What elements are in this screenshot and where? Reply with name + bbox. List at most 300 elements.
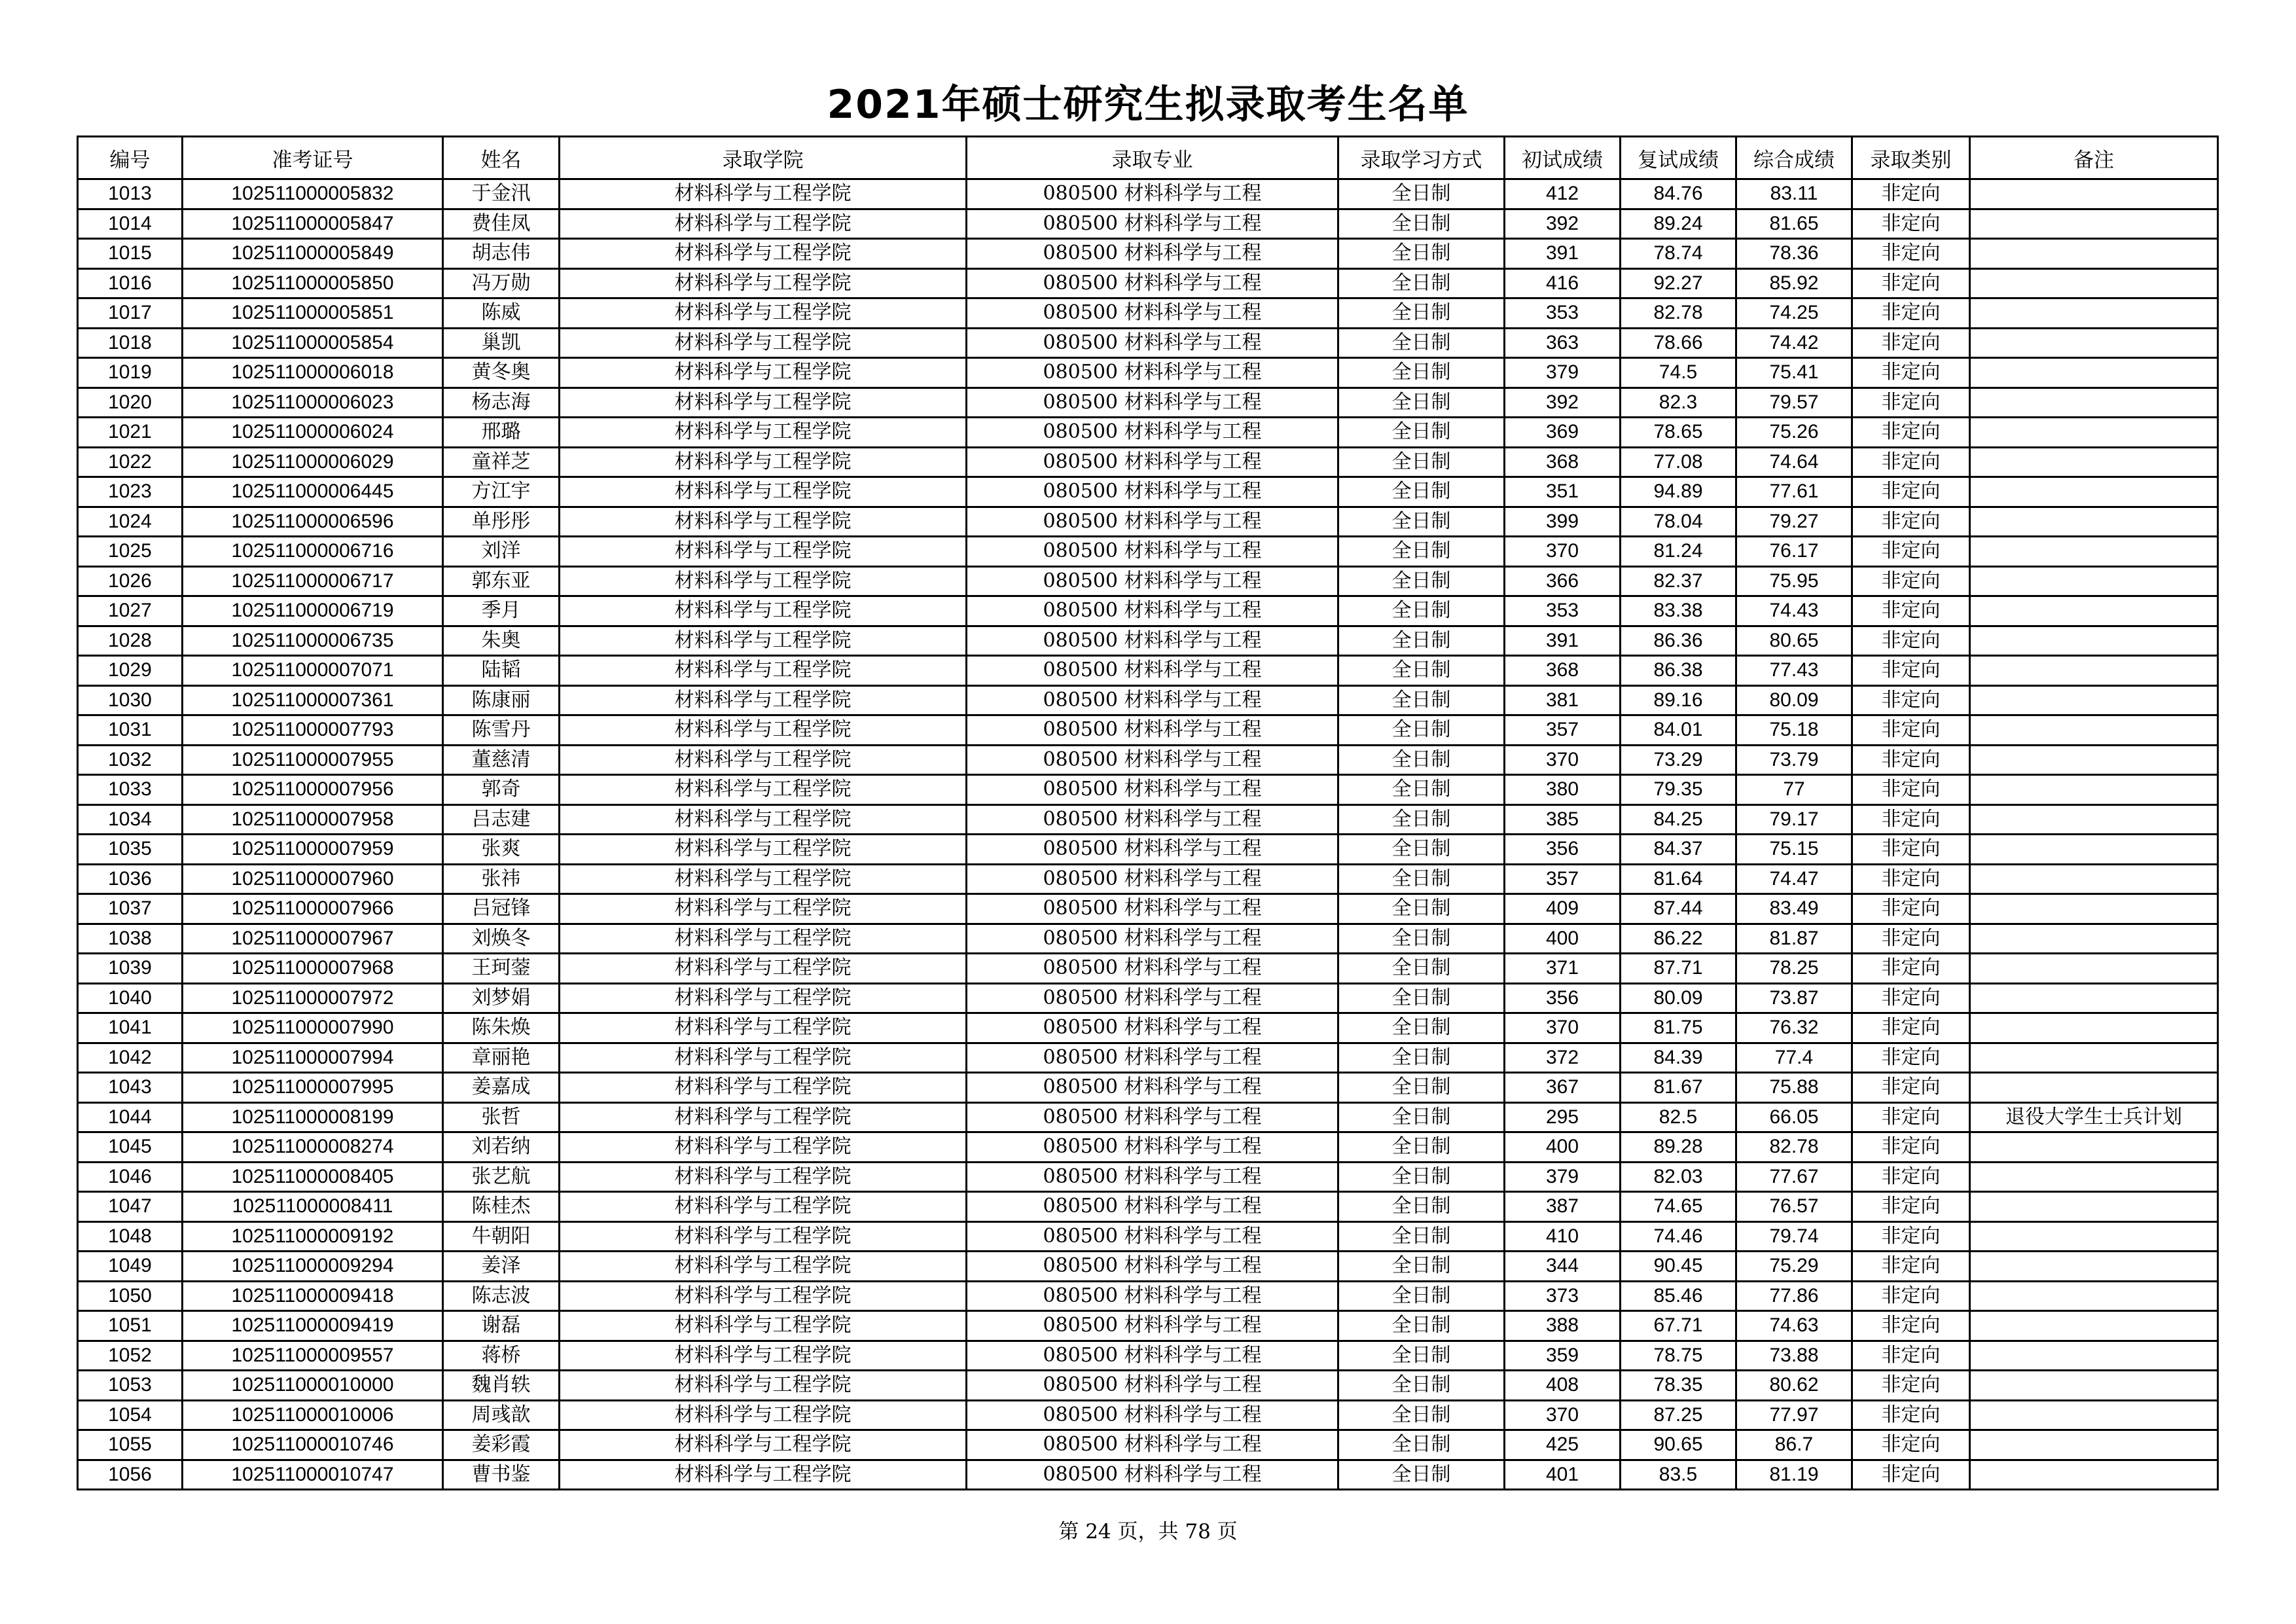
table-row	[78, 626, 2218, 656]
cell-major: 080500 材料科学与工程	[967, 954, 1338, 984]
table-row	[78, 298, 2218, 329]
cell-total-score: 66.05	[1736, 1102, 1852, 1132]
cell-major: 080500 材料科学与工程	[967, 507, 1338, 537]
cell-college: 材料科学与工程学院	[560, 626, 967, 656]
cell-ticket: 102511000007956	[183, 775, 443, 805]
cell-name: 费佳凤	[443, 209, 560, 239]
cell-prelim-score: 391	[1505, 626, 1621, 656]
cell-prelim-score: 368	[1505, 656, 1621, 686]
cell-retest-score: 77.08	[1621, 447, 1736, 477]
cell-major: 080500 材料科学与工程	[967, 1341, 1338, 1371]
cell-number: 1042	[78, 1043, 183, 1073]
cell-retest-score: 92.27	[1621, 268, 1736, 298]
cell-remark	[1970, 1281, 2218, 1311]
cell-number: 1015	[78, 239, 183, 269]
cell-college: 材料科学与工程学院	[560, 1430, 967, 1460]
cell-study-mode: 全日制	[1338, 1162, 1505, 1192]
cell-study-mode: 全日制	[1338, 894, 1505, 924]
table-row	[78, 804, 2218, 835]
cell-name: 周彧歆	[443, 1400, 560, 1430]
cell-retest-score: 84.25	[1621, 804, 1736, 835]
cell-number: 1022	[78, 447, 183, 477]
table-row	[78, 418, 2218, 448]
cell-retest-score: 89.24	[1621, 209, 1736, 239]
cell-college: 材料科学与工程学院	[560, 179, 967, 209]
cell-name: 王珂蓥	[443, 954, 560, 984]
cell-prelim-score: 416	[1505, 268, 1621, 298]
cell-ticket: 102511000006018	[183, 358, 443, 388]
table-row	[78, 685, 2218, 715]
cell-name: 朱奥	[443, 626, 560, 656]
cell-name: 张爽	[443, 835, 560, 865]
cell-college: 材料科学与工程学院	[560, 864, 967, 894]
cell-name: 杨志海	[443, 388, 560, 418]
cell-number: 1019	[78, 358, 183, 388]
cell-prelim-score: 357	[1505, 715, 1621, 746]
cell-major: 080500 材料科学与工程	[967, 418, 1338, 448]
cell-study-mode: 全日制	[1338, 477, 1505, 507]
cell-prelim-score: 359	[1505, 1341, 1621, 1371]
cell-ticket: 102511000008199	[183, 1102, 443, 1132]
cell-college: 材料科学与工程学院	[560, 209, 967, 239]
cell-name: 章丽艳	[443, 1043, 560, 1073]
cell-retest-score: 81.24	[1621, 537, 1736, 567]
cell-number: 1048	[78, 1221, 183, 1252]
cell-remark	[1970, 1460, 2218, 1490]
cell-college: 材料科学与工程学院	[560, 1102, 967, 1132]
cell-remark	[1970, 924, 2218, 954]
cell-retest-score: 78.04	[1621, 507, 1736, 537]
cell-remark	[1970, 864, 2218, 894]
cell-major: 080500 材料科学与工程	[967, 358, 1338, 388]
table-row	[78, 1281, 2218, 1311]
cell-number: 1038	[78, 924, 183, 954]
cell-name: 张哲	[443, 1102, 560, 1132]
cell-major: 080500 材料科学与工程	[967, 596, 1338, 626]
cell-category: 非定向	[1852, 1073, 1970, 1103]
cell-retest-score: 83.5	[1621, 1460, 1736, 1490]
cell-retest-score: 80.09	[1621, 983, 1736, 1013]
table-row	[78, 358, 2218, 388]
cell-study-mode: 全日制	[1338, 1192, 1505, 1222]
cell-college: 材料科学与工程学院	[560, 1221, 967, 1252]
cell-total-score: 77	[1736, 775, 1852, 805]
cell-ticket: 102511000006029	[183, 447, 443, 477]
cell-category: 非定向	[1852, 179, 1970, 209]
table-row	[78, 1043, 2218, 1073]
cell-total-score: 86.7	[1736, 1430, 1852, 1460]
cell-remark	[1970, 1162, 2218, 1192]
cell-college: 材料科学与工程学院	[560, 1162, 967, 1192]
cell-remark	[1970, 983, 2218, 1013]
cell-major: 080500 材料科学与工程	[967, 1460, 1338, 1490]
cell-ticket: 102511000007071	[183, 656, 443, 686]
cell-name: 吕志建	[443, 804, 560, 835]
cell-number: 1023	[78, 477, 183, 507]
cell-total-score: 75.95	[1736, 566, 1852, 596]
cell-total-score: 76.57	[1736, 1192, 1852, 1222]
cell-prelim-score: 409	[1505, 894, 1621, 924]
cell-retest-score: 89.16	[1621, 685, 1736, 715]
table-row	[78, 328, 2218, 358]
cell-study-mode: 全日制	[1338, 1221, 1505, 1252]
cell-retest-score: 82.03	[1621, 1162, 1736, 1192]
cell-major: 080500 材料科学与工程	[967, 388, 1338, 418]
cell-college: 材料科学与工程学院	[560, 954, 967, 984]
cell-category: 非定向	[1852, 537, 1970, 567]
cell-name: 董慈清	[443, 745, 560, 775]
cell-category: 非定向	[1852, 1192, 1970, 1222]
cell-ticket: 102511000007959	[183, 835, 443, 865]
cell-category: 非定向	[1852, 804, 1970, 835]
cell-major: 080500 材料科学与工程	[967, 894, 1338, 924]
cell-ticket: 102511000010747	[183, 1460, 443, 1490]
table-row	[78, 1400, 2218, 1430]
cell-retest-score: 84.76	[1621, 179, 1736, 209]
cell-remark	[1970, 745, 2218, 775]
cell-total-score: 82.78	[1736, 1132, 1852, 1163]
cell-number: 1024	[78, 507, 183, 537]
cell-prelim-score: 370	[1505, 1400, 1621, 1430]
cell-study-mode: 全日制	[1338, 537, 1505, 567]
cell-total-score: 75.88	[1736, 1073, 1852, 1103]
admission-table	[77, 135, 2219, 1490]
cell-study-mode: 全日制	[1338, 239, 1505, 269]
table-row	[78, 1162, 2218, 1192]
cell-college: 材料科学与工程学院	[560, 537, 967, 567]
cell-name: 郭东亚	[443, 566, 560, 596]
cell-prelim-score: 400	[1505, 924, 1621, 954]
cell-total-score: 79.74	[1736, 1221, 1852, 1252]
cell-college: 材料科学与工程学院	[560, 1311, 967, 1341]
cell-name: 姜泽	[443, 1252, 560, 1282]
cell-total-score: 77.4	[1736, 1043, 1852, 1073]
cell-prelim-score: 372	[1505, 1043, 1621, 1073]
cell-retest-score: 78.75	[1621, 1341, 1736, 1371]
cell-remark	[1970, 358, 2218, 388]
cell-retest-score: 82.5	[1621, 1102, 1736, 1132]
cell-study-mode: 全日制	[1338, 298, 1505, 329]
cell-number: 1035	[78, 835, 183, 865]
cell-remark	[1970, 1132, 2218, 1163]
cell-category: 非定向	[1852, 715, 1970, 746]
cell-prelim-score: 373	[1505, 1281, 1621, 1311]
cell-number: 1054	[78, 1400, 183, 1430]
cell-number: 1029	[78, 656, 183, 686]
cell-remark	[1970, 179, 2218, 209]
cell-retest-score: 82.37	[1621, 566, 1736, 596]
cell-ticket: 102511000009557	[183, 1341, 443, 1371]
cell-college: 材料科学与工程学院	[560, 1043, 967, 1073]
cell-prelim-score: 351	[1505, 477, 1621, 507]
cell-number: 1039	[78, 954, 183, 984]
cell-ticket: 102511000005854	[183, 328, 443, 358]
cell-study-mode: 全日制	[1338, 954, 1505, 984]
cell-total-score: 75.26	[1736, 418, 1852, 448]
cell-number: 1040	[78, 983, 183, 1013]
table-row	[78, 745, 2218, 775]
cell-ticket: 102511000006735	[183, 626, 443, 656]
cell-major: 080500 材料科学与工程	[967, 566, 1338, 596]
cell-prelim-score: 401	[1505, 1460, 1621, 1490]
page-footer: 第 24 页，共 78 页	[1058, 1520, 1238, 1543]
table-row	[78, 924, 2218, 954]
cell-remark	[1970, 298, 2218, 329]
cell-college: 材料科学与工程学院	[560, 1281, 967, 1311]
cell-retest-score: 78.66	[1621, 328, 1736, 358]
header-col-number: 编号	[78, 137, 183, 179]
cell-ticket: 102511000010746	[183, 1430, 443, 1460]
cell-remark	[1970, 418, 2218, 448]
cell-number: 1017	[78, 298, 183, 329]
table-row	[78, 1371, 2218, 1401]
cell-study-mode: 全日制	[1338, 656, 1505, 686]
cell-study-mode: 全日制	[1338, 328, 1505, 358]
cell-ticket: 102511000009294	[183, 1252, 443, 1282]
cell-category: 非定向	[1852, 1043, 1970, 1073]
cell-category: 非定向	[1852, 1162, 1970, 1192]
cell-college: 材料科学与工程学院	[560, 715, 967, 746]
cell-ticket: 102511000008411	[183, 1192, 443, 1222]
cell-college: 材料科学与工程学院	[560, 1192, 967, 1222]
cell-college: 材料科学与工程学院	[560, 1132, 967, 1163]
header-col-retest-score: 复试成绩	[1621, 137, 1736, 179]
cell-number: 1021	[78, 418, 183, 448]
cell-ticket: 102511000007967	[183, 924, 443, 954]
cell-college: 材料科学与工程学院	[560, 983, 967, 1013]
cell-prelim-score: 366	[1505, 566, 1621, 596]
cell-major: 080500 材料科学与工程	[967, 864, 1338, 894]
cell-major: 080500 材料科学与工程	[967, 179, 1338, 209]
cell-college: 材料科学与工程学院	[560, 745, 967, 775]
cell-study-mode: 全日制	[1338, 447, 1505, 477]
cell-study-mode: 全日制	[1338, 388, 1505, 418]
cell-name: 单彤彤	[443, 507, 560, 537]
cell-study-mode: 全日制	[1338, 1400, 1505, 1430]
cell-number: 1016	[78, 268, 183, 298]
table-row	[78, 566, 2218, 596]
cell-category: 非定向	[1852, 268, 1970, 298]
cell-name: 胡志伟	[443, 239, 560, 269]
cell-remark	[1970, 477, 2218, 507]
cell-ticket: 102511000008405	[183, 1162, 443, 1192]
cell-college: 材料科学与工程学院	[560, 1371, 967, 1401]
cell-total-score: 77.61	[1736, 477, 1852, 507]
cell-name: 张祎	[443, 864, 560, 894]
cell-college: 材料科学与工程学院	[560, 507, 967, 537]
header-col-category: 录取类别	[1852, 137, 1970, 179]
cell-number: 1036	[78, 864, 183, 894]
cell-prelim-score: 357	[1505, 864, 1621, 894]
cell-category: 非定向	[1852, 924, 1970, 954]
table-row	[78, 537, 2218, 567]
table-row	[78, 477, 2218, 507]
cell-college: 材料科学与工程学院	[560, 596, 967, 626]
cell-name: 吕冠锋	[443, 894, 560, 924]
cell-retest-score: 74.46	[1621, 1221, 1736, 1252]
cell-major: 080500 材料科学与工程	[967, 1102, 1338, 1132]
cell-number: 1041	[78, 1013, 183, 1043]
cell-college: 材料科学与工程学院	[560, 924, 967, 954]
cell-major: 080500 材料科学与工程	[967, 298, 1338, 329]
cell-college: 材料科学与工程学院	[560, 685, 967, 715]
cell-retest-score: 87.25	[1621, 1400, 1736, 1430]
cell-college: 材料科学与工程学院	[560, 656, 967, 686]
cell-prelim-score: 380	[1505, 775, 1621, 805]
cell-retest-score: 86.38	[1621, 656, 1736, 686]
cell-college: 材料科学与工程学院	[560, 775, 967, 805]
cell-college: 材料科学与工程学院	[560, 447, 967, 477]
cell-number: 1043	[78, 1073, 183, 1103]
table-row	[78, 1192, 2218, 1222]
cell-study-mode: 全日制	[1338, 596, 1505, 626]
header-col-remark: 备注	[1970, 137, 2218, 179]
cell-name: 陈雪丹	[443, 715, 560, 746]
cell-college: 材料科学与工程学院	[560, 298, 967, 329]
cell-name: 郭奇	[443, 775, 560, 805]
cell-category: 非定向	[1852, 1132, 1970, 1163]
table-row	[78, 1460, 2218, 1490]
table-row	[78, 715, 2218, 746]
cell-category: 非定向	[1852, 328, 1970, 358]
cell-name: 谢磊	[443, 1311, 560, 1341]
cell-name: 巢凯	[443, 328, 560, 358]
cell-category: 非定向	[1852, 1371, 1970, 1401]
cell-retest-score: 78.74	[1621, 239, 1736, 269]
table-header-row	[78, 137, 2218, 179]
table-row	[78, 1073, 2218, 1103]
table-row	[78, 596, 2218, 626]
cell-college: 材料科学与工程学院	[560, 239, 967, 269]
cell-major: 080500 材料科学与工程	[967, 1043, 1338, 1073]
cell-study-mode: 全日制	[1338, 507, 1505, 537]
cell-total-score: 74.63	[1736, 1311, 1852, 1341]
cell-remark	[1970, 626, 2218, 656]
cell-major: 080500 材料科学与工程	[967, 1221, 1338, 1252]
cell-prelim-score: 353	[1505, 596, 1621, 626]
cell-remark	[1970, 685, 2218, 715]
cell-study-mode: 全日制	[1338, 626, 1505, 656]
cell-major: 080500 材料科学与工程	[967, 1162, 1338, 1192]
table-row	[78, 954, 2218, 984]
cell-major: 080500 材料科学与工程	[967, 209, 1338, 239]
cell-major: 080500 材料科学与工程	[967, 685, 1338, 715]
cell-study-mode: 全日制	[1338, 1341, 1505, 1371]
cell-category: 非定向	[1852, 1221, 1970, 1252]
cell-study-mode: 全日制	[1338, 1460, 1505, 1490]
cell-name: 姜彩霞	[443, 1430, 560, 1460]
cell-prelim-score: 356	[1505, 983, 1621, 1013]
cell-remark	[1970, 715, 2218, 746]
cell-retest-score: 90.65	[1621, 1430, 1736, 1460]
cell-number: 1020	[78, 388, 183, 418]
header-col-major: 录取专业	[967, 137, 1338, 179]
cell-ticket: 102511000006596	[183, 507, 443, 537]
cell-name: 陈威	[443, 298, 560, 329]
cell-prelim-score: 391	[1505, 239, 1621, 269]
cell-prelim-score: 387	[1505, 1192, 1621, 1222]
table-row	[78, 894, 2218, 924]
cell-retest-score: 84.37	[1621, 835, 1736, 865]
cell-remark	[1970, 1043, 2218, 1073]
cell-ticket: 102511000010006	[183, 1400, 443, 1430]
cell-name: 刘梦娟	[443, 983, 560, 1013]
cell-ticket: 102511000007955	[183, 745, 443, 775]
cell-study-mode: 全日制	[1338, 566, 1505, 596]
cell-ticket: 102511000006717	[183, 566, 443, 596]
cell-major: 080500 材料科学与工程	[967, 745, 1338, 775]
cell-major: 080500 材料科学与工程	[967, 924, 1338, 954]
cell-total-score: 77.86	[1736, 1281, 1852, 1311]
cell-remark	[1970, 1430, 2218, 1460]
cell-retest-score: 87.44	[1621, 894, 1736, 924]
cell-number: 1055	[78, 1430, 183, 1460]
cell-major: 080500 材料科学与工程	[967, 537, 1338, 567]
cell-name: 蒋桥	[443, 1341, 560, 1371]
cell-category: 非定向	[1852, 745, 1970, 775]
cell-college: 材料科学与工程学院	[560, 1341, 967, 1371]
cell-retest-score: 82.3	[1621, 388, 1736, 418]
cell-ticket: 102511000009192	[183, 1221, 443, 1252]
cell-major: 080500 材料科学与工程	[967, 328, 1338, 358]
cell-college: 材料科学与工程学院	[560, 388, 967, 418]
cell-ticket: 102511000006719	[183, 596, 443, 626]
cell-remark	[1970, 1311, 2218, 1341]
cell-ticket: 102511000007966	[183, 894, 443, 924]
cell-remark	[1970, 775, 2218, 805]
cell-remark	[1970, 596, 2218, 626]
cell-prelim-score: 368	[1505, 447, 1621, 477]
cell-prelim-score: 367	[1505, 1073, 1621, 1103]
cell-major: 080500 材料科学与工程	[967, 1400, 1338, 1430]
cell-total-score: 81.87	[1736, 924, 1852, 954]
cell-retest-score: 86.36	[1621, 626, 1736, 656]
cell-total-score: 78.25	[1736, 954, 1852, 984]
cell-category: 非定向	[1852, 1013, 1970, 1043]
cell-total-score: 75.18	[1736, 715, 1852, 746]
table-row	[78, 1132, 2218, 1163]
cell-ticket: 102511000008274	[183, 1132, 443, 1163]
cell-remark	[1970, 835, 2218, 865]
cell-retest-score: 85.46	[1621, 1281, 1736, 1311]
cell-prelim-score: 400	[1505, 1132, 1621, 1163]
cell-name: 方江宇	[443, 477, 560, 507]
cell-study-mode: 全日制	[1338, 715, 1505, 746]
cell-total-score: 80.09	[1736, 685, 1852, 715]
cell-retest-score: 81.67	[1621, 1073, 1736, 1103]
cell-college: 材料科学与工程学院	[560, 1460, 967, 1490]
cell-name: 刘洋	[443, 537, 560, 567]
cell-name: 姜嘉成	[443, 1073, 560, 1103]
cell-prelim-score: 379	[1505, 358, 1621, 388]
cell-major: 080500 材料科学与工程	[967, 626, 1338, 656]
cell-category: 非定向	[1852, 418, 1970, 448]
cell-study-mode: 全日制	[1338, 358, 1505, 388]
cell-category: 非定向	[1852, 209, 1970, 239]
cell-study-mode: 全日制	[1338, 1102, 1505, 1132]
cell-study-mode: 全日制	[1338, 983, 1505, 1013]
cell-prelim-score: 353	[1505, 298, 1621, 329]
cell-number: 1047	[78, 1192, 183, 1222]
cell-number: 1018	[78, 328, 183, 358]
cell-ticket: 102511000005832	[183, 179, 443, 209]
cell-college: 材料科学与工程学院	[560, 358, 967, 388]
table-row	[78, 1430, 2218, 1460]
cell-total-score: 83.11	[1736, 179, 1852, 209]
cell-total-score: 78.36	[1736, 239, 1852, 269]
cell-category: 非定向	[1852, 298, 1970, 329]
cell-ticket: 102511000006024	[183, 418, 443, 448]
